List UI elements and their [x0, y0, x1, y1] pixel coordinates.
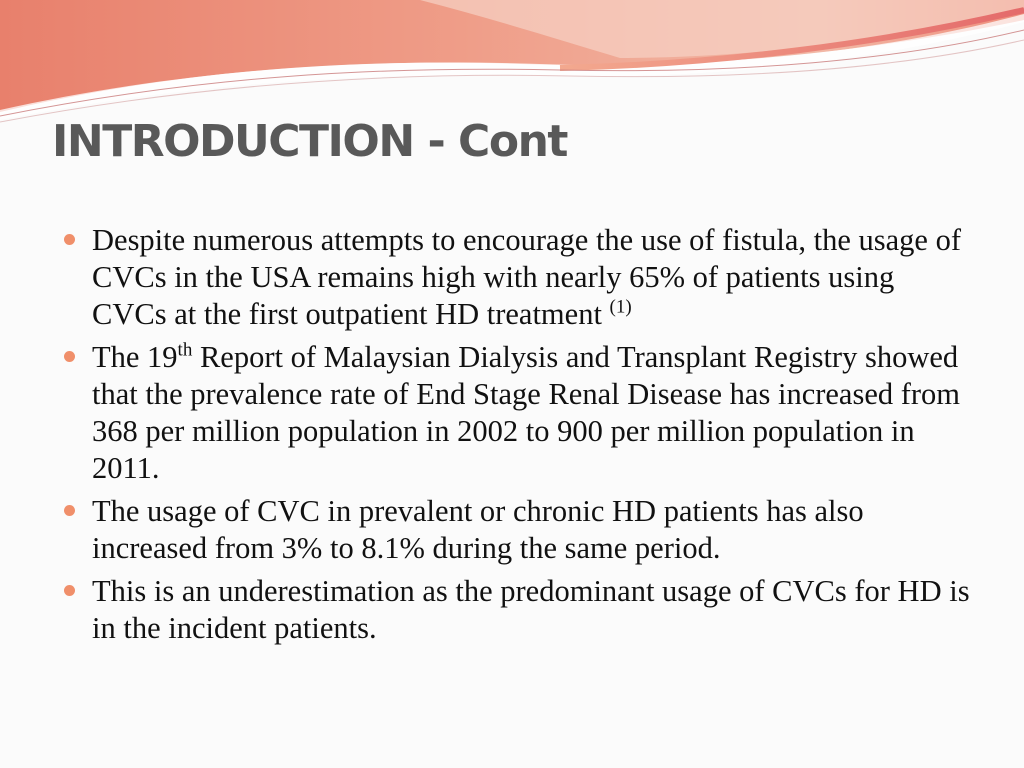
bullet-item: [64, 493, 974, 567]
bullet-dot-icon: [64, 234, 75, 245]
citation-superscript: (1): [609, 296, 632, 318]
bullet-text-continued: Report of Malaysian Dialysis and Transplant Registry showed that the prevalence rate of End Stage Renal Disease has increased from 368 per million population in 2002 to 900 per million population in 2011.: [92, 340, 961, 485]
bullet-list: [64, 222, 974, 653]
bullet-text: This is an underestimation as the predominant usage of CVCs for HD is in the incident patients.: [92, 574, 970, 645]
bullet-item: [64, 339, 974, 487]
bullet-dot-icon: [64, 585, 75, 596]
bullet-dot-icon: [64, 505, 75, 516]
ordinal-superscript: th: [177, 339, 193, 361]
bullet-text: The 19: [92, 340, 178, 374]
bullet-text: The usage of CVC in prevalent or chronic HD patients has also increased from 3% to 8.1% during the same period.: [92, 494, 864, 565]
slide-title: INTRODUCTION - Cont: [52, 116, 567, 167]
bullet-item: [64, 222, 974, 333]
bullet-text: Despite numerous attempts to encourage the use of fistula, the usage of CVCs in the USA remains high with nearly 65% of patients using CVCs at the first outpatient HD treatment: [92, 223, 961, 331]
header-wave-decoration: [0, 0, 1024, 130]
bullet-dot-icon: [64, 351, 75, 362]
bullet-item: [64, 573, 974, 647]
